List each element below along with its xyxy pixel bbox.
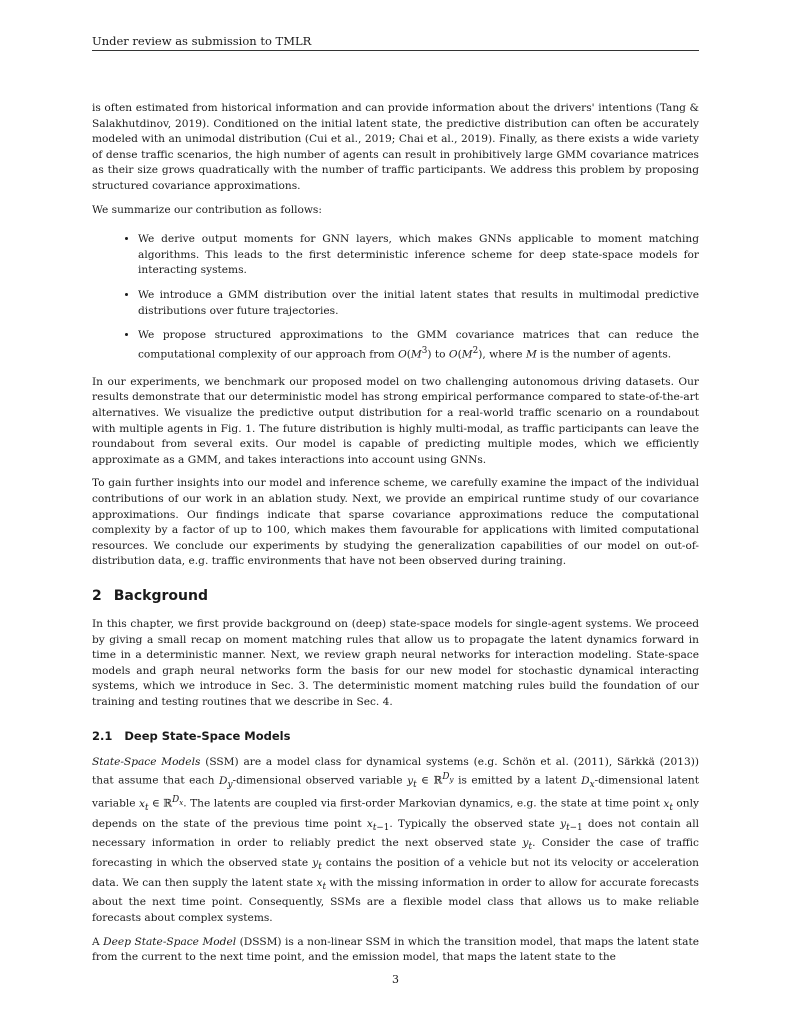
- section-heading-background: 2 Background: [92, 587, 208, 604]
- body-text: [92, 101, 699, 974]
- paragraph-intro-end: is often estimated from historical information and can provide information about the drivers' intentions (Tang & Salakhutdinov, 2019). Conditioned on the initial latent state, the predictive distribution can often be accurately modeled with an unimodal distribution (Cui et al., 2019; Chai et al., 2019). Finally, as there exists a wide variety of dense traffic scenarios, the high number of agents can result in prohibitively large GMM covariance matrices as their size grows quadratically with the number of traffic participants. We address this problem by proposing structured covariance approximations.: [92, 102, 699, 192]
- paragraph-background-intro: In this chapter, we first provide background on (deep) state-space models for single-agent systems. We proceed by giving a small recap on moment matching rules that allow us to propagate the latent dynamics forward in time in a deterministic manner. Next, we review graph neural networks for interaction modeling. State-space models and graph neural networks form the basis for our new model for stochastic dynamical interacting systems, which we introduce in Sec. 3. The deterministic moment matching rules build the foundation of our training and testing routines that we describe in Sec. 4.: [92, 617, 699, 708]
- contribution-item-3: • We propose structured approximations to the GMM covariance matrices that can reduce the computational complexity of our approach from $O(M^3)$ to $O(M^2)$, where M is the number of agents.: [138, 328, 699, 363]
- subsection-heading-dssm: 2.1 Deep State-Space Models: [92, 728, 291, 743]
- paragraph-contributions-lead: We summarize our contribution as follows:: [92, 203, 322, 216]
- running-header: Under review as submission to TMLR: [92, 34, 699, 51]
- contribution-item-1: • We derive output moments for GNN layers, which makes GNNs applicable to moment matching algorithms. This leads to the first deterministic inference scheme for deep state-space models for interacting systems.: [138, 232, 699, 279]
- paragraph-dssm: A Deep State-Space Model (DSSM) is a non-linear SSM in which the transition model, that maps the latent state from the current to the next time point, and the emission model, that maps the latent state to the: [92, 935, 699, 964]
- contribution-item-2: • We introduce a GMM distribution over the initial latent states that results in multimodal predictive distributions over future trajectories.: [138, 288, 699, 319]
- page-number: 3: [392, 973, 399, 986]
- paragraph-insights: To gain further insights into our model and inference scheme, we carefully examine the impact of the individual contributions of our work in an ablation study. Next, we provide an empirical runtime study of our covariance approximations. Our findings indicate that sparse covariance approximations reduce the computational complexity by a factor of up to 100, which makes them favourable for applications with limited computational resources. We conclude our experiments by studying the generalization capabilities of our model on out-of-distribution data, e.g. traffic environments that have not been observed during training.: [92, 477, 699, 568]
- paragraph-ssm: State-Space Models (SSM) are a model class for dynamical systems (e.g. Schön et al. (2011), Särkkä (2013)) that assume that each $D_y$-dimensional observed variable $y_t$ ∈ ℝ$^{D_y}$ is emitted by a latent $D_x$-dimensional latent variable $x_t$ ∈ ℝ$^{D_x}$. The latents are coupled via first-order Markovian dynamics, e.g. the state at time point $x_t$ only depends on the state of the previous time point $x_{t-1}$. Typically the observed state $y_{t-1}$ does not contain all necessary information in order to reliably predict the next observed state $y_t$. Consider the case of traffic forecasting in which the observed state $y_t$ contains the position of a vehicle but not its velocity or acceleration data. We can then supply the latent state $x_t$ with the missing information in order to allow for accurate forecasts about the next time point. Consequently, SSMs are a flexible model class that allows us to make reliable forecasts about complex systems.: [92, 755, 699, 924]
- paragraph-experiments: In our experiments, we benchmark our proposed model on two challenging autonomous driving datasets. Our results demonstrate that our deterministic model has strong empirical performance compared to state-of-the-art alternatives. We visualize the predictive output distribution for a real-world traffic scenario on a roundabout with multiple agents in Fig. 1. The future distribution is highly multi-modal, as traffic participants can leave the roundabout from several exits. Our model is capable of predicting multiple modes, which we efficiently approximate as a GMM, and takes interactions into account using GNNs.: [92, 375, 699, 466]
- contribution-list: [92, 232, 699, 363]
